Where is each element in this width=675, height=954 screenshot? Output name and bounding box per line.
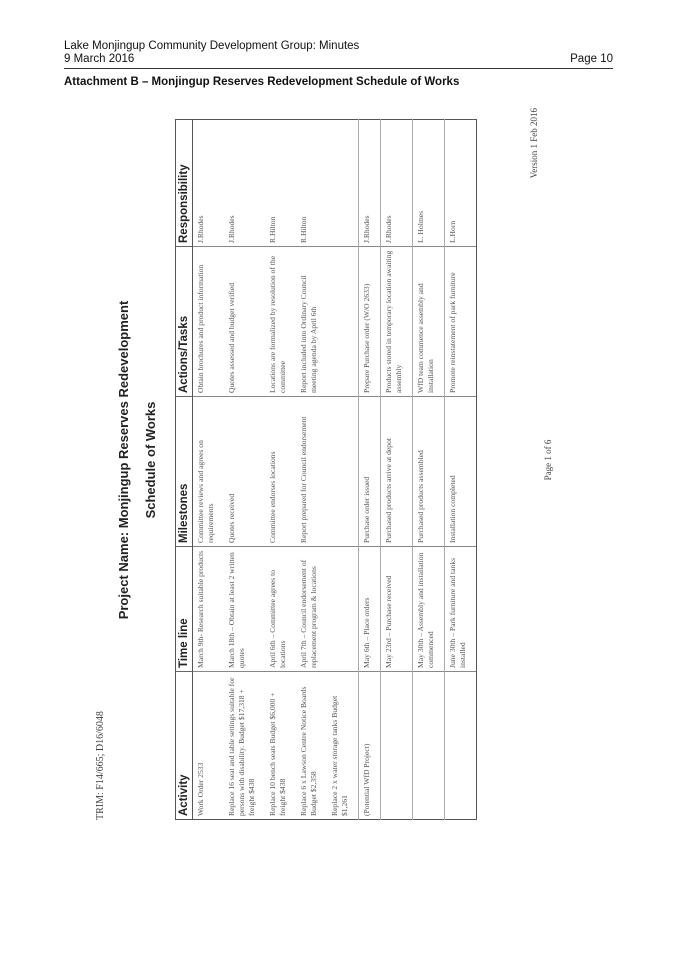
action-cell: Obtain brochures and product information (193, 247, 225, 397)
schedule-title: Schedule of Works (143, 401, 158, 519)
responsibility-cell: R.Hilton (265, 120, 296, 247)
activity-cell (445, 672, 477, 820)
milestone-cell: Report prepared for Council endorsement (296, 397, 327, 547)
timeline-cell: May 30th – Assembly and installation commenced (413, 547, 445, 672)
responsibility-cell: J.Rhodes (224, 120, 265, 247)
header-row (64, 53, 613, 66)
column-header: Responsibility (176, 120, 193, 247)
scan-page-number: Page 1 of 6 (543, 439, 553, 481)
responsibility-cell: J.Rhodes (359, 120, 381, 247)
project-title: Project Name: Monjingup Reserves Redevelopment (116, 300, 131, 620)
activity-cell: (Potential WfD Project) (359, 672, 381, 820)
responsibility-cell: J.Rhodes (193, 120, 225, 247)
activity-cell (381, 672, 413, 820)
action-cell: Report included into Ordinary Council meeting agenda by April 6th (296, 247, 327, 397)
action-cell (327, 247, 359, 397)
milestone-cell: Quotes received (224, 397, 265, 547)
action-cell: Promote reinstatement of park furniture (445, 247, 477, 397)
timeline-cell: June 30th – Park furniture and tanks installed (445, 547, 477, 672)
table-row (445, 120, 477, 820)
milestone-cell: Committee reviews and agrees on requirements (193, 397, 225, 547)
activity-cell: Replace 10 bench seats Budget $6,000 + freight $438 (265, 672, 296, 820)
milestone-cell: Committee endorses locations (265, 397, 296, 547)
activity-cell: Replace 2 x water storage tanks Budget $1,261 (327, 672, 359, 820)
timeline-cell (327, 547, 359, 672)
action-cell: Products stored in temporary location awaiting assembly (381, 247, 413, 397)
column-header: Time line (176, 547, 193, 672)
milestone-cell: Purchased products assembled (413, 397, 445, 547)
table-header-row (176, 120, 193, 820)
activity-cell (413, 672, 445, 820)
table-row (413, 120, 445, 820)
responsibility-cell: R.Hilton (296, 120, 327, 247)
table-row (296, 120, 327, 820)
version-label: Version 1 Feb 2016 (529, 108, 539, 179)
timeline-cell: May 23rd – Purchase received (381, 547, 413, 672)
timeline-cell: March 9th- Research suitable products (193, 547, 225, 672)
responsibility-cell: J.Rhodes (381, 120, 413, 247)
activity-cell: Replace 6 x Lawson Centre Notice Boards Budget $2,358 (296, 672, 327, 820)
responsibility-cell: L.Horn (445, 120, 477, 247)
action-cell: WfD team commence assembly and installation (413, 247, 445, 397)
milestone-cell: Purchase order issued (359, 397, 381, 547)
milestone-cell: Installation completed (445, 397, 477, 547)
timeline-cell: April 7th – Council endorsement of replacement program & locations (296, 547, 327, 672)
table-row (265, 120, 296, 820)
table-row (193, 120, 225, 820)
activity-cell: Work Order 2533 (193, 672, 225, 820)
column-header: Activity (176, 672, 193, 820)
responsibility-cell: L. Holmes (413, 120, 445, 247)
page-header (64, 40, 613, 66)
table-row (359, 120, 381, 820)
page-number: Page 10 (570, 53, 613, 65)
activity-cell: Replace 16 seat and table settings suitable for persons with disability. Budget $17,318 + freight $438 (224, 672, 265, 820)
meeting-date: 9 March 2016 (64, 53, 135, 65)
timeline-cell: May 6th – Place orders (359, 547, 381, 672)
schedule-table (175, 119, 477, 820)
timeline-cell: April 6th – Committee agrees to locations (265, 547, 296, 672)
milestone-cell (327, 397, 359, 547)
action-cell: Quotes assessed and budget verified (224, 247, 265, 397)
column-header: Milestones (176, 397, 193, 547)
milestone-cell: Purchased products arrive at depot (381, 397, 413, 547)
header-rule (64, 68, 613, 69)
responsibility-cell (327, 120, 359, 247)
trim-reference: TRIM: F14/665; D16/6048 (95, 711, 106, 820)
attachment-title: Attachment B – Monjingup Reserves Redevelopment Schedule of Works (64, 76, 460, 88)
column-header: Actions/Tasks (176, 247, 193, 397)
organisation-title: Lake Monjingup Community Development Group: Minutes (64, 40, 360, 52)
table-row (327, 120, 359, 820)
timeline-cell: March 18th – Obtain at least 2 written quotes (224, 547, 265, 672)
action-cell: Prepare Purchase order (W/O 2633) (359, 247, 381, 397)
action-cell: Locations are formalized by resolution of the committee (265, 247, 296, 397)
table-row (381, 120, 413, 820)
table-row (224, 120, 265, 820)
rotated-scan (95, 100, 565, 820)
